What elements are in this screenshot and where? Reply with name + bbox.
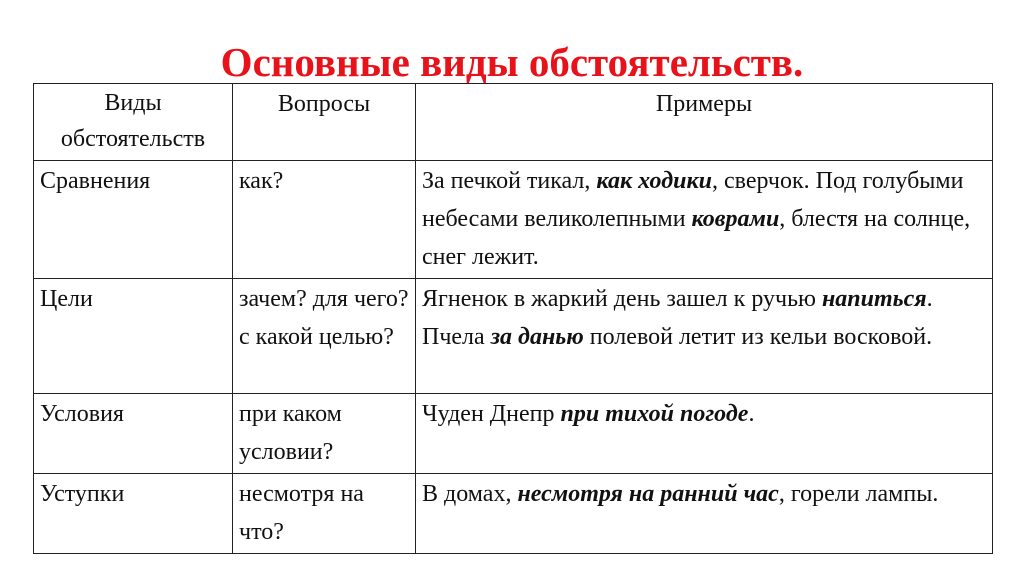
highlighted-circumstance: несмотря на ранний час [517, 481, 779, 507]
example-text: , блестя на солнце, снег лежит. [422, 206, 971, 270]
example-text: В домах, [422, 481, 518, 507]
questions-cell: при каком условии? [233, 394, 416, 474]
page-title: Основные виды обстоятельств. [220, 39, 804, 85]
example-text: . Пчела [422, 286, 933, 350]
example-cell [416, 474, 993, 554]
type-cell: Цели [34, 279, 233, 394]
example-text: полевой летит из кельи восковой. [583, 324, 933, 350]
table-row [34, 161, 993, 279]
highlighted-circumstance: за данью [490, 324, 584, 350]
type-cell: Условия [34, 394, 233, 474]
table-header-row [34, 84, 993, 161]
type-cell: Сравнения [34, 161, 233, 279]
table-row [34, 394, 993, 474]
table-row [34, 474, 993, 554]
highlighted-circumstance: при тихой погоде [560, 401, 749, 427]
header-cell: Виды обстоятельств [34, 84, 233, 161]
questions-cell: несмотря на что? [233, 474, 416, 554]
example-text: . [748, 401, 755, 427]
header-cell: Вопросы [233, 84, 416, 161]
example-cell [416, 279, 993, 394]
header-cell: Примеры [416, 84, 993, 161]
example-cell [416, 394, 993, 474]
highlighted-circumstance: как ходики [596, 168, 712, 194]
example-cell [416, 161, 993, 279]
example-text: Ягненок в жаркий день зашел к ручью [422, 286, 822, 312]
questions-cell: как? [233, 161, 416, 279]
example-text: , сверчок. Под голубыми небесами великолепными [422, 168, 964, 232]
example-text: За печкой тикал, [422, 168, 597, 194]
highlighted-circumstance: напиться [821, 286, 927, 312]
example-text: , горели лампы. [778, 481, 939, 507]
questions-cell: зачем? для чего? с какой целью? [233, 279, 416, 394]
table-row [34, 279, 993, 394]
circumstances-table [33, 83, 993, 554]
type-cell: Уступки [34, 474, 233, 554]
example-text: Чуден Днепр [422, 401, 561, 427]
highlighted-circumstance: коврами [691, 206, 780, 232]
